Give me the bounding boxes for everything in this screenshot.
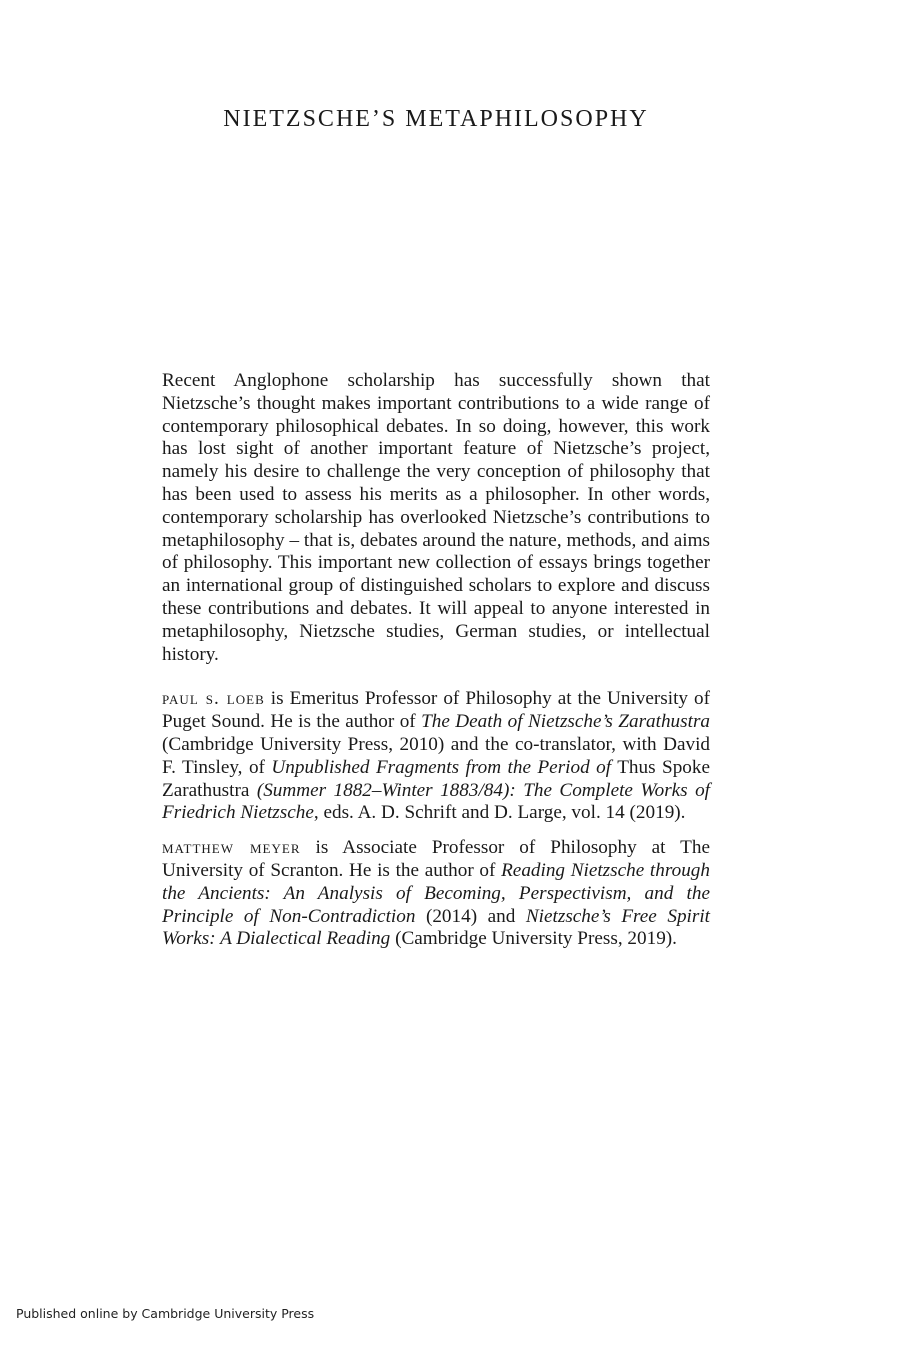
- author-bio-meyer: [162, 837, 710, 951]
- bio-loeb-book-2b: Thus Spoke Zarathustra: [162, 756, 711, 801]
- bio-loeb-book-2c: (Summer 1882–Winter 1883/84): The Complete Works of Friedrich Nietzsche: [162, 779, 710, 824]
- bio-loeb-text-3: , eds. A. D. Schrift and D. Large, vol. 14 (2019).: [313, 802, 686, 824]
- content-block: [162, 370, 710, 951]
- bio-loeb-book-2a: Unpublished Fragments from the Period of: [271, 756, 612, 778]
- bio-loeb-text-2: (Cambridge University Press, 2010) and the co-translator, with David F. Tinsley, of: [162, 733, 710, 778]
- page-title: NIETZSCHE’S METAPHILOSOPHY: [223, 106, 649, 132]
- bio-meyer-book-1: Reading Nietzsche through the Ancients: An Analysis of Becoming, Perspectivism, and the Principle of Non-Contradiction: [162, 859, 710, 927]
- book-description: Recent Anglophone scholarship has successfully shown that Nietzsche’s thought makes important contributions to a wide range of contemporary philosophical debates. In so doing, however, this work has lost sight of another important feature of Nietzsche’s project, namely his desire to challenge the very conception of philosophy that has been used to assess his merits as a philosopher. In other words, contemporary scholarship has overlooked Nietzsche’s contributions to metaphilosophy – that is, debates around the nature, methods, and aims of philosophy. This important new collection of essays brings together an international group of distinguished scholars to explore and discuss these contributions and debates. It will appeal to anyone interested in metaphilosophy, Nietzsche studies, German studies, or intellectual history.: [162, 370, 710, 665]
- publisher-footer: Published online by Cambridge University Press: [16, 1306, 315, 1321]
- bio-meyer-text-2: (2014) and: [415, 905, 526, 927]
- author-name-loeb: paul s. loeb: [162, 688, 265, 710]
- bio-meyer-text-3: (Cambridge University Press, 2019).: [390, 928, 677, 950]
- bio-meyer-book-2: Nietzsche’s Free Spirit Works: A Dialectical Reading: [162, 905, 711, 950]
- author-bio-loeb: [162, 688, 710, 825]
- bio-loeb-book-1: The Death of Nietzsche’s Zarathustra: [421, 711, 711, 733]
- bio-loeb-text-1: is Emeritus Professor of Philosophy at the University of Puget Sound. He is the author of: [162, 688, 710, 733]
- bio-meyer-text-1: is Associate Professor of Philosophy at The University of Scranton. He is the author of: [162, 837, 710, 881]
- author-name-meyer: matthew meyer: [162, 837, 301, 859]
